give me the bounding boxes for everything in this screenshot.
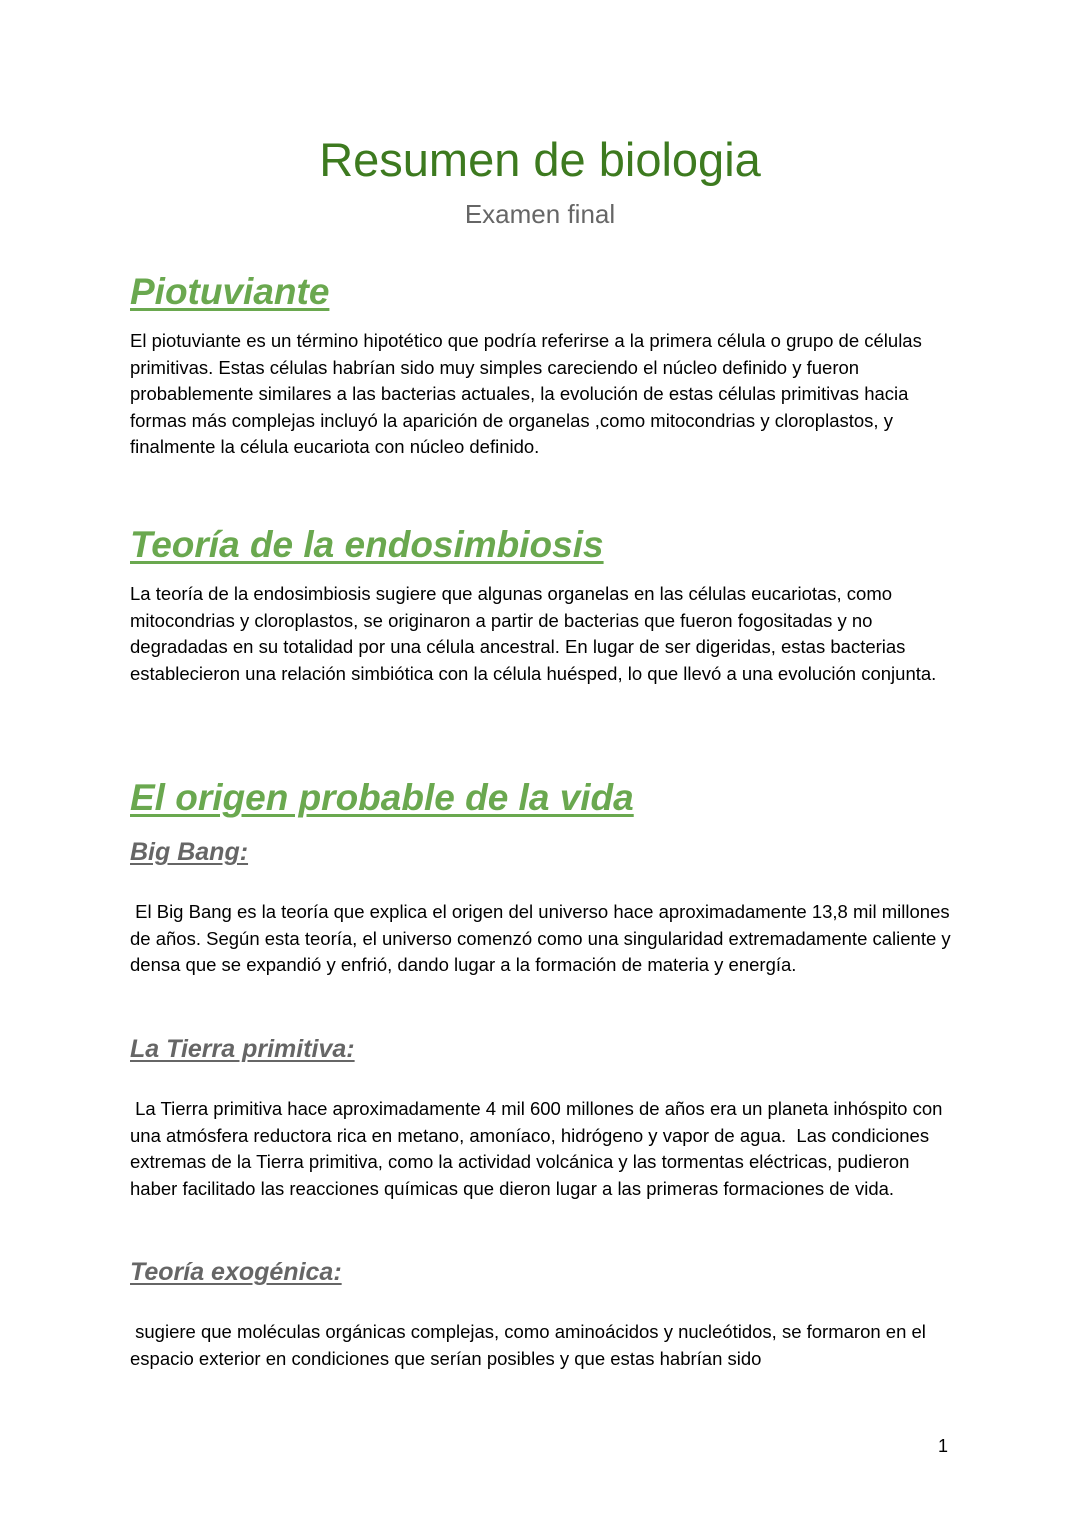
section-heading-endosimbiosis: Teoría de la endosimbiosis (130, 524, 604, 565)
document-subtitle: Examen final (464, 199, 616, 229)
section-heading-piotuviante: Piotuviante (130, 271, 330, 312)
subsection-heading-big-bang: Big Bang: (130, 838, 249, 866)
subsection-heading-teoria-exogenica: Teoría exogénica: (130, 1258, 342, 1286)
subsection-paragraph-tierra-primitiva: La Tierra primitiva hace aproximadamente 4 mil 600 millones de años era un planeta inhóspito con una atmósfera reductora rica en metano, amoníaco, hidrógeno y vapor de agua. Las condiciones extremas de la Tierra primitiva, como la actividad volcánica y las tormentas eléctricas, pudieron haber facilitado las reacciones químicas que dieron lugar a las primeras formaciones de vida. (130, 1098, 948, 1199)
subsection-heading-tierra-primitiva: La Tierra primitiva: (130, 1035, 355, 1063)
section-paragraph-piotuviante: El piotuviante es un término hipotético que podría referirse a la primera célula o grupo de células primitivas. Estas células habrían sido muy simples careciendo el núcleo definido y fueron probablemente similares a las bacterias actuales, la evolución de estas células primitivas hacia formas más complejas incluyó la aparición de organelas ,como mitocondrias y cloroplastos, y finalmente la célula eucariota con núcleo definido. (130, 330, 922, 457)
document-title: Resumen de biologia (319, 133, 761, 186)
subsection-paragraph-teoria-exogenica: sugiere que moléculas orgánicas complejas, como aminoácidos y nucleótidos, se formaron en el espacio exterior en condiciones que serían posibles y que estas habrían sido (130, 1321, 932, 1369)
section-paragraph-endosimbiosis: La teoría de la endosimbiosis sugiere que algunas organelas en las células eucariotas, como mitocondrias y cloroplastos, se originaron a partir de bacterias que fueron fogositadas y no degradadas en su totalidad por una célula ancestral. En lugar de ser digeridas, estas bacterias establecieron una relación simbiótica con la célula huésped, lo que llevó a una evolución conjunta. (130, 583, 937, 684)
subsection-paragraph-big-bang: El Big Bang es la teoría que explica el origen del universo hace aproximadamente 13,8 mil millones de años. Según esta teoría, el universo comenzó como una singularidad extremadamente caliente y densa que se expandió y enfrió, dando lugar a la formación de materia y energía. (130, 901, 956, 975)
section-heading-origen-vida: El origen probable de la vida (130, 777, 634, 818)
page-number: 1 (937, 1436, 948, 1456)
